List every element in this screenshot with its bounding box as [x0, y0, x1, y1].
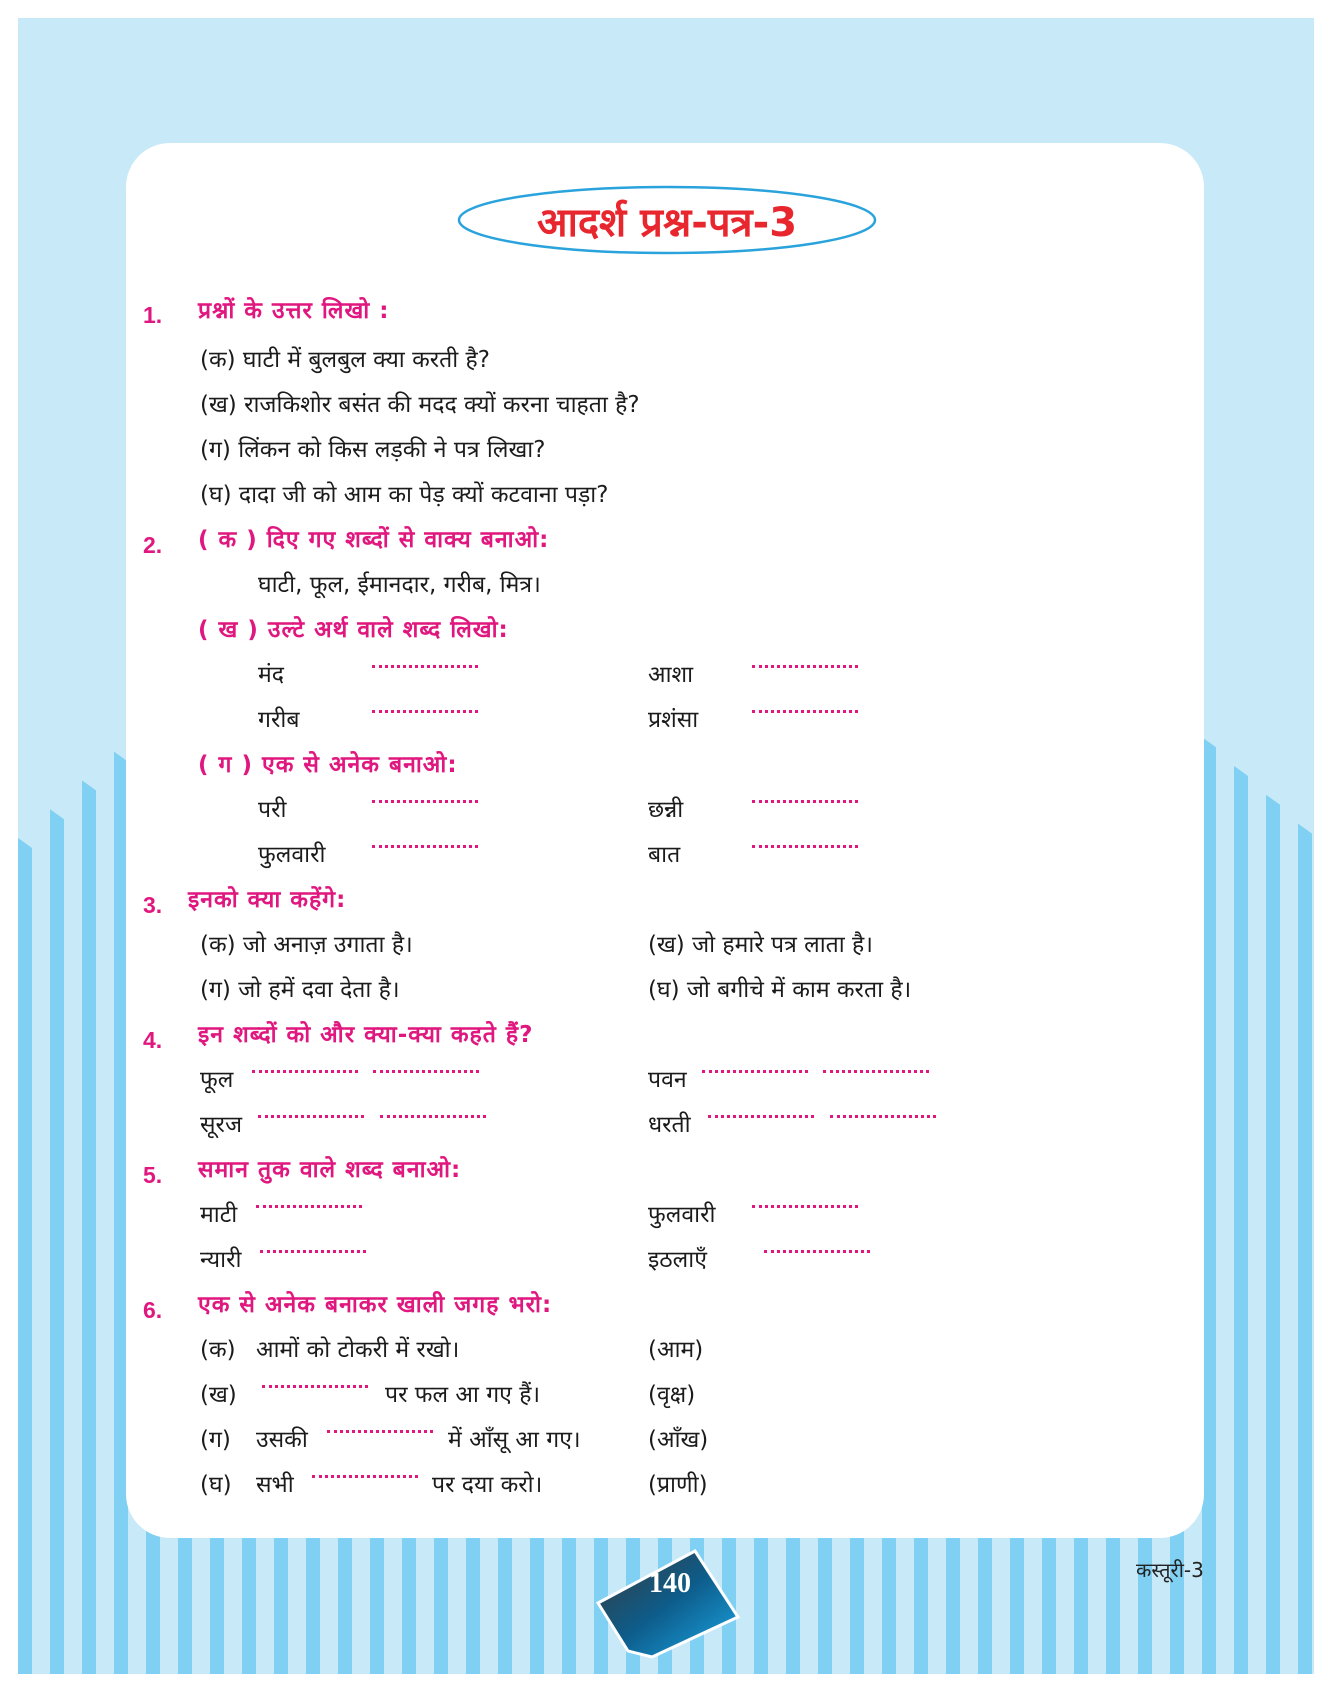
q1-item-d: (घ) दादा जी को आम का पेड़ क्यों कटवाना पड़ा?: [200, 482, 609, 508]
q6-row-label: (ग): [200, 1427, 231, 1453]
q2b-heading: ( ख ) उल्टे अर्थ वाले शब्द लिखो:: [198, 617, 509, 643]
q6-row-text: पर दया करो।: [432, 1472, 543, 1498]
q6-row-text: आमों को टोकरी में रखो।: [256, 1337, 460, 1363]
q2a-heading: ( क ) दिए गए शब्दों से वाक्य बनाओ:: [198, 527, 550, 553]
q6-row-text: पर फल आ गए हैं।: [385, 1382, 541, 1408]
q6-row-hint: (आँख): [648, 1427, 709, 1453]
q2c-word: छन्नी: [648, 797, 684, 823]
q6-row-hint: (वृक्ष): [648, 1382, 696, 1408]
q2c-word: फुलवारी: [258, 842, 326, 868]
q2-number: 2.: [143, 532, 163, 558]
page-number-badge: [590, 1545, 740, 1660]
stripe: [1234, 766, 1248, 1674]
blank-line[interactable]: [702, 1070, 808, 1073]
blank-line[interactable]: [823, 1070, 929, 1073]
q5-word: इठलाएँ: [648, 1247, 707, 1273]
q6-number: 6.: [143, 1297, 163, 1323]
blank-line[interactable]: [372, 845, 478, 848]
q2b-word: मंद: [258, 662, 284, 688]
page-title: आदर्श प्रश्न-पत्र-3: [536, 199, 798, 246]
q3-item-b: (ख) जो हमारे पत्र लाता है।: [648, 932, 873, 958]
blank-line[interactable]: [380, 1115, 486, 1118]
blank-line[interactable]: [752, 710, 858, 713]
blank-line[interactable]: [312, 1475, 418, 1478]
q6-row-text: उसकी: [256, 1427, 308, 1453]
q4-number: 4.: [143, 1027, 163, 1053]
stripe: [18, 838, 32, 1674]
q5-word: फुलवारी: [648, 1202, 716, 1228]
q6-row-label: (ख): [200, 1382, 237, 1408]
q1-item-b: (ख) राजकिशोर बसंत की मदद क्यों करना चाहता है?: [200, 392, 640, 418]
q6-row-hint: (आम): [648, 1337, 704, 1363]
book-name: कस्तूरी-3: [1136, 1558, 1204, 1582]
blank-line[interactable]: [708, 1115, 814, 1118]
q1-item-c: (ग) लिंकन को किस लड़की ने पत्र लिखा?: [200, 437, 546, 463]
q2c-word: बात: [648, 842, 681, 868]
q2c-heading: ( ग ) एक से अनेक बनाओ:: [198, 752, 458, 778]
blank-line[interactable]: [752, 800, 858, 803]
q3-number: 3.: [143, 892, 163, 918]
stripe: [82, 780, 96, 1674]
q4-word: फूल: [200, 1067, 234, 1093]
stripe: [50, 809, 64, 1674]
q6-row-label: (क): [200, 1337, 236, 1363]
blank-line[interactable]: [373, 1070, 479, 1073]
q6-row-text: में आँसू आ गए।: [448, 1427, 581, 1453]
q5-heading: समान तुक वाले शब्द बनाओ:: [198, 1157, 462, 1183]
blank-line[interactable]: [260, 1250, 366, 1253]
q2b-word: गरीब: [258, 707, 300, 733]
stripe: [1266, 795, 1280, 1674]
q2a-word-list: घाटी, फूल, ईमानदार, गरीब, मित्र।: [258, 572, 541, 598]
q1-item-a: (क) घाटी में बुलबुल क्या करती है?: [200, 347, 490, 373]
blank-line[interactable]: [830, 1115, 936, 1118]
blank-line[interactable]: [327, 1430, 433, 1433]
q4-word: पवन: [648, 1067, 687, 1093]
q6-row-text: सभी: [256, 1472, 294, 1498]
blank-line[interactable]: [752, 845, 858, 848]
q3-item-c: (ग) जो हमें दवा देता है।: [200, 977, 400, 1003]
blank-line[interactable]: [372, 710, 478, 713]
q3-item-d: (घ) जो बगीचे में काम करता है।: [648, 977, 912, 1003]
q6-row-hint: (प्राणी): [648, 1472, 708, 1498]
blank-line[interactable]: [752, 665, 858, 668]
blank-line[interactable]: [252, 1070, 358, 1073]
blank-line[interactable]: [256, 1205, 362, 1208]
q4-heading: इन शब्दों को और क्या-क्या कहते हैं?: [198, 1022, 534, 1048]
q3-heading: इनको क्या कहेंगे:: [188, 887, 347, 913]
blank-line[interactable]: [372, 800, 478, 803]
q2b-word: प्रशंसा: [648, 707, 699, 733]
q5-word: न्यारी: [200, 1247, 242, 1273]
blank-line[interactable]: [752, 1205, 858, 1208]
q4-word: सूरज: [200, 1112, 243, 1138]
page-number: 140: [649, 1568, 691, 1599]
blank-line[interactable]: [372, 665, 478, 668]
q6-row-label: (घ): [200, 1472, 232, 1498]
blank-line[interactable]: [262, 1385, 368, 1388]
blank-line[interactable]: [764, 1250, 870, 1253]
stripe: [1298, 824, 1312, 1674]
q2c-word: परी: [258, 797, 287, 823]
q3-item-a: (क) जो अनाज़ उगाता है।: [200, 932, 413, 958]
q6-heading: एक से अनेक बनाकर खाली जगह भरो:: [198, 1292, 553, 1318]
q5-number: 5.: [143, 1162, 163, 1188]
stripe: [1202, 737, 1216, 1674]
q1-heading: प्रश्नों के उत्तर लिखो :: [198, 298, 390, 324]
blank-line[interactable]: [258, 1115, 364, 1118]
q4-word: धरती: [648, 1112, 691, 1138]
q2b-word: आशा: [648, 662, 694, 688]
q5-word: माटी: [200, 1202, 238, 1228]
q1-number: 1.: [143, 302, 163, 328]
